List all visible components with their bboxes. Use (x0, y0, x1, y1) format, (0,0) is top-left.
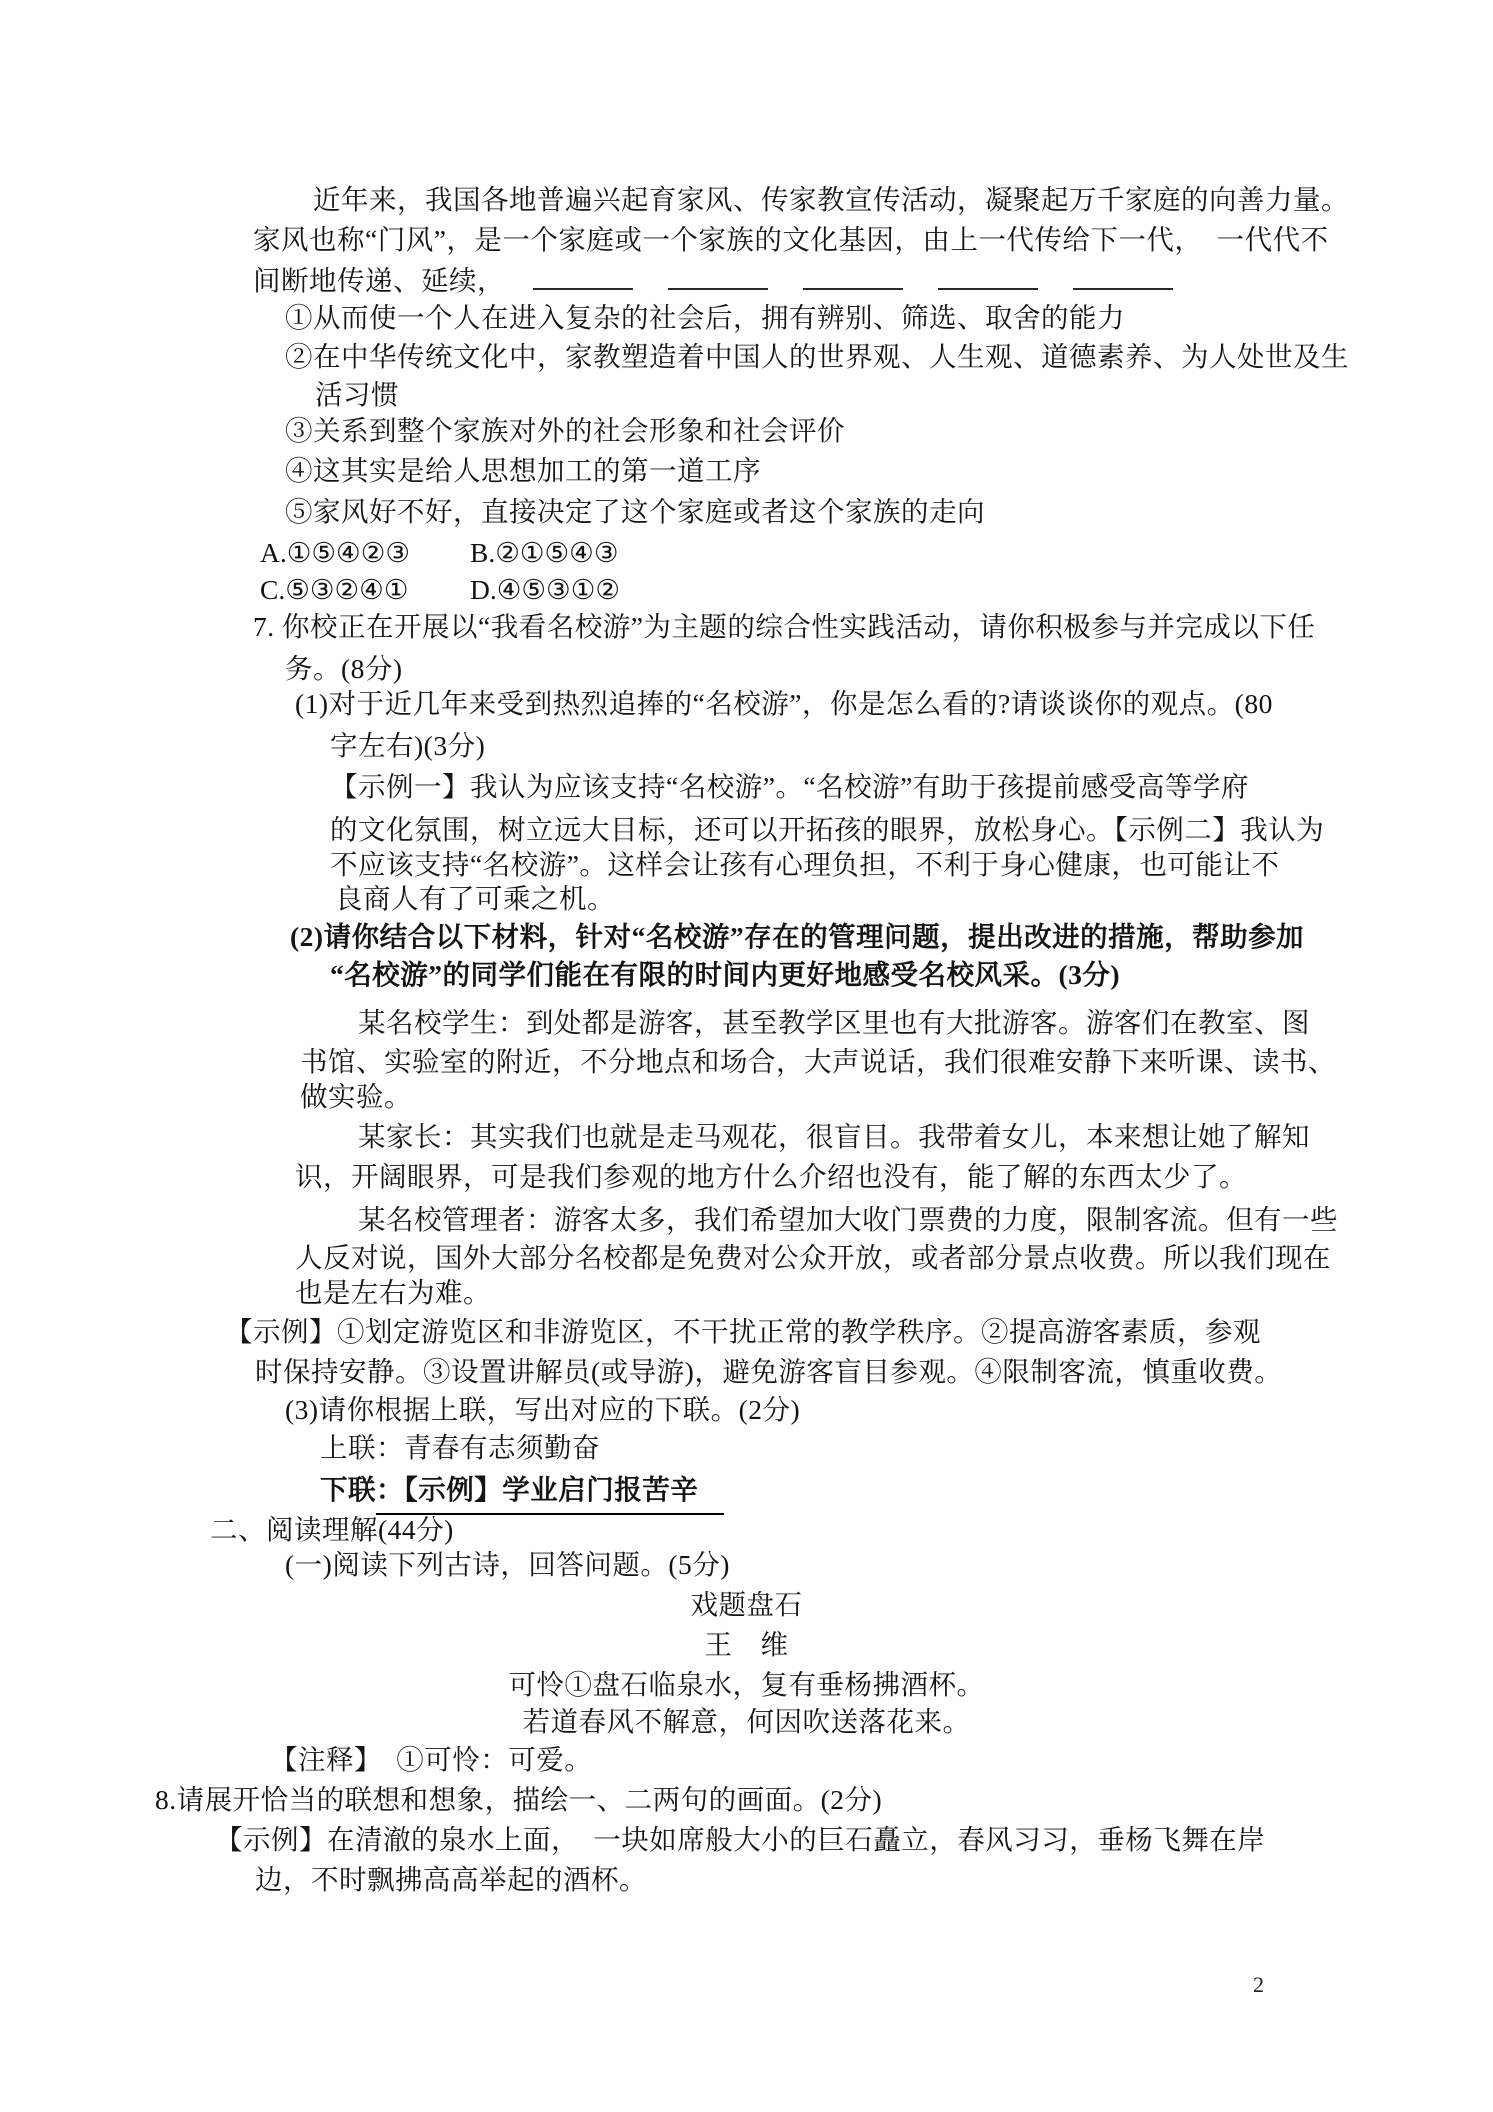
poem-verse-2: 若道春风不解意，何因吹送落花来。 (522, 1706, 971, 1737)
q7-part3-line-1: (3)请你根据上联，写出对应的下联。(2分) (285, 1394, 801, 1425)
q7-sample1-line-4: 良商人有了可乘之机。 (335, 883, 615, 914)
q7-sample1-line-1: 【示例一】我认为应该支持“名校游”。“名校游”有助于孩提前感受高等学府 (330, 771, 1249, 802)
poem-note: 【注释】 ①可怜：可爱。 (270, 1744, 593, 1775)
q7-part1-line-2: 字左右)(3分) (330, 730, 486, 761)
q6-item-1: ①从而使一个人在进入复杂的社会后，拥有辨别、筛选、取舍的能力 (285, 302, 1125, 333)
q6-intro-line-2: 家风也称“门风”，是一个家庭或一个家族的文化基因，由上一代传给下一代， 一代代不 (253, 224, 1329, 255)
q8-sample-line-1: 【示例】在清澈的泉水上面， 一块如席般大小的巨石矗立，春风习习，垂杨飞舞在岸 (215, 1824, 1266, 1855)
q7-material-manager-line-3: 也是左右为难。 (295, 1277, 491, 1308)
q6-intro-line-1: 近年来，我国各地普遍兴起育家风、传家教宣传活动，凝聚起万千家庭的向善力量。 (313, 184, 1349, 215)
q7-sample1-line-3: 不应该支持“名校游”。这样会让孩有心理负担，不利于身心健康，也可能让不 (330, 849, 1280, 880)
q6-intro-line-3-text: 间断地传递、延续， (253, 265, 505, 296)
q7-sample1-line-2: 的文化氛围，树立远大目标，还可以开拓孩的眼界，放松身心。【示例二】我认为 (330, 814, 1325, 845)
q7-stem-line-2: 务。(8分) (285, 653, 403, 684)
q7-shanglian: 上联：青春有志须勤奋 (320, 1432, 600, 1463)
q8-stem: 8.请展开恰当的联想和想象，描绘一、二两句的画面。(2分) (155, 1784, 883, 1815)
q6-item-2-wrap: 活习惯 (315, 379, 399, 410)
q7-part1-line-1: (1)对于近几年来受到热烈追捧的“名校游”，你是怎么看的?请谈谈你的观点。(80 (295, 688, 1273, 719)
q7-material-parent-line-1: 某家长：其实我们也就是走马观花，很盲目。我带着女儿，本来想让她了解知 (358, 1121, 1310, 1152)
q7-xialian-label: 下联 (320, 1474, 376, 1505)
q7-material-manager-line-2: 人反对说，国外大部分名校都是免费对公众开放，或者部分景点收费。所以我们现在 (295, 1242, 1331, 1273)
q7-material-manager-line-1: 某名校管理者：游客太多，我们希望加大收门票费的力度，限制客流。但有一些 (358, 1204, 1338, 1235)
q7-xialian-answer: ：【示例】学业启门报苦辛 (376, 1470, 724, 1515)
q6-item-2: ②在中华传统文化中，家教塑造着中国人的世界观、人生观、道德素养、为人处世及生 (285, 341, 1349, 372)
q7-material-student-line-1: 某名校学生：到处都是游客，甚至教学区里也有大批游客。游客们在教室、图 (358, 1007, 1310, 1038)
q7-part2-line-1: (2)请你结合以下材料，针对“名校游”存在的管理问题，提出改进的措施，帮助参加 (290, 921, 1305, 952)
q7-part2-line-2: “名校游”的同学们能在有限的时间内更好地感受名校风采。(3分) (330, 959, 1121, 990)
q7-material-student-line-3: 做实验。 (300, 1081, 412, 1112)
q6-options-row-2 (260, 570, 621, 610)
q7-sample2-line-1: 【示例】①划定游览区和非游览区，不干扰正常的教学秩序。②提高游客素质，参观 (225, 1316, 1261, 1347)
q6-option-d: D.④⑤③①② (470, 574, 621, 605)
poem-verse-1: 可怜①盘石临泉水，复有垂杨拂酒杯。 (508, 1669, 985, 1700)
q6-item-4: ④这其实是给人思想加工的第一道工序 (285, 455, 761, 486)
answer-blank-5 (1073, 260, 1173, 290)
answer-blank-2 (668, 260, 768, 290)
q6-options-row-1 (260, 533, 619, 573)
q7-material-student-line-2: 书馆、实验室的附近，不分地点和场合，大声说话，我们很难安静下来听课、读书、 (300, 1046, 1336, 1077)
q6-option-c: C.⑤③②④① (260, 574, 409, 605)
poem-author: 王 维 (704, 1629, 789, 1660)
q6-option-a: A.①⑤④②③ (260, 537, 411, 568)
poem-title: 戏题盘石 (690, 1589, 803, 1620)
section2-heading: 二、阅读理解(44分) (210, 1514, 454, 1545)
q7-sample2-line-2: 时保持安静。③设置讲解员(或导游)，避免游客盲目参观。④限制客流，慎重收费。 (255, 1356, 1283, 1387)
answer-blank-1 (533, 260, 633, 290)
q8-sample-line-2: 边，不时飘拂高高举起的酒杯。 (255, 1864, 647, 1895)
section2-sub-heading: (一)阅读下列古诗，回答问题。(5分) (285, 1549, 730, 1580)
q7-xialian (320, 1470, 724, 1515)
q6-intro-line-3 (253, 260, 1173, 301)
q7-stem-line-1: 7. 你校正在开展以“我看名校游”为主题的综合性实践活动，请你积极参与并完成以下任 (253, 611, 1316, 642)
q6-option-b: B.②①⑤④③ (470, 537, 619, 568)
answer-blank-3 (803, 260, 903, 290)
q7-material-parent-line-2: 识，开阔眼界，可是我们参观的地方什么介绍也没有，能了解的东西太少了。 (295, 1161, 1247, 1192)
page-number: 2 (1253, 1972, 1264, 1997)
q6-item-3: ③关系到整个家族对外的社会形象和社会评价 (285, 415, 845, 446)
q6-item-5: ⑤家风好不好，直接决定了这个家庭或者这个家族的走向 (285, 496, 985, 527)
answer-blank-4 (938, 260, 1038, 290)
